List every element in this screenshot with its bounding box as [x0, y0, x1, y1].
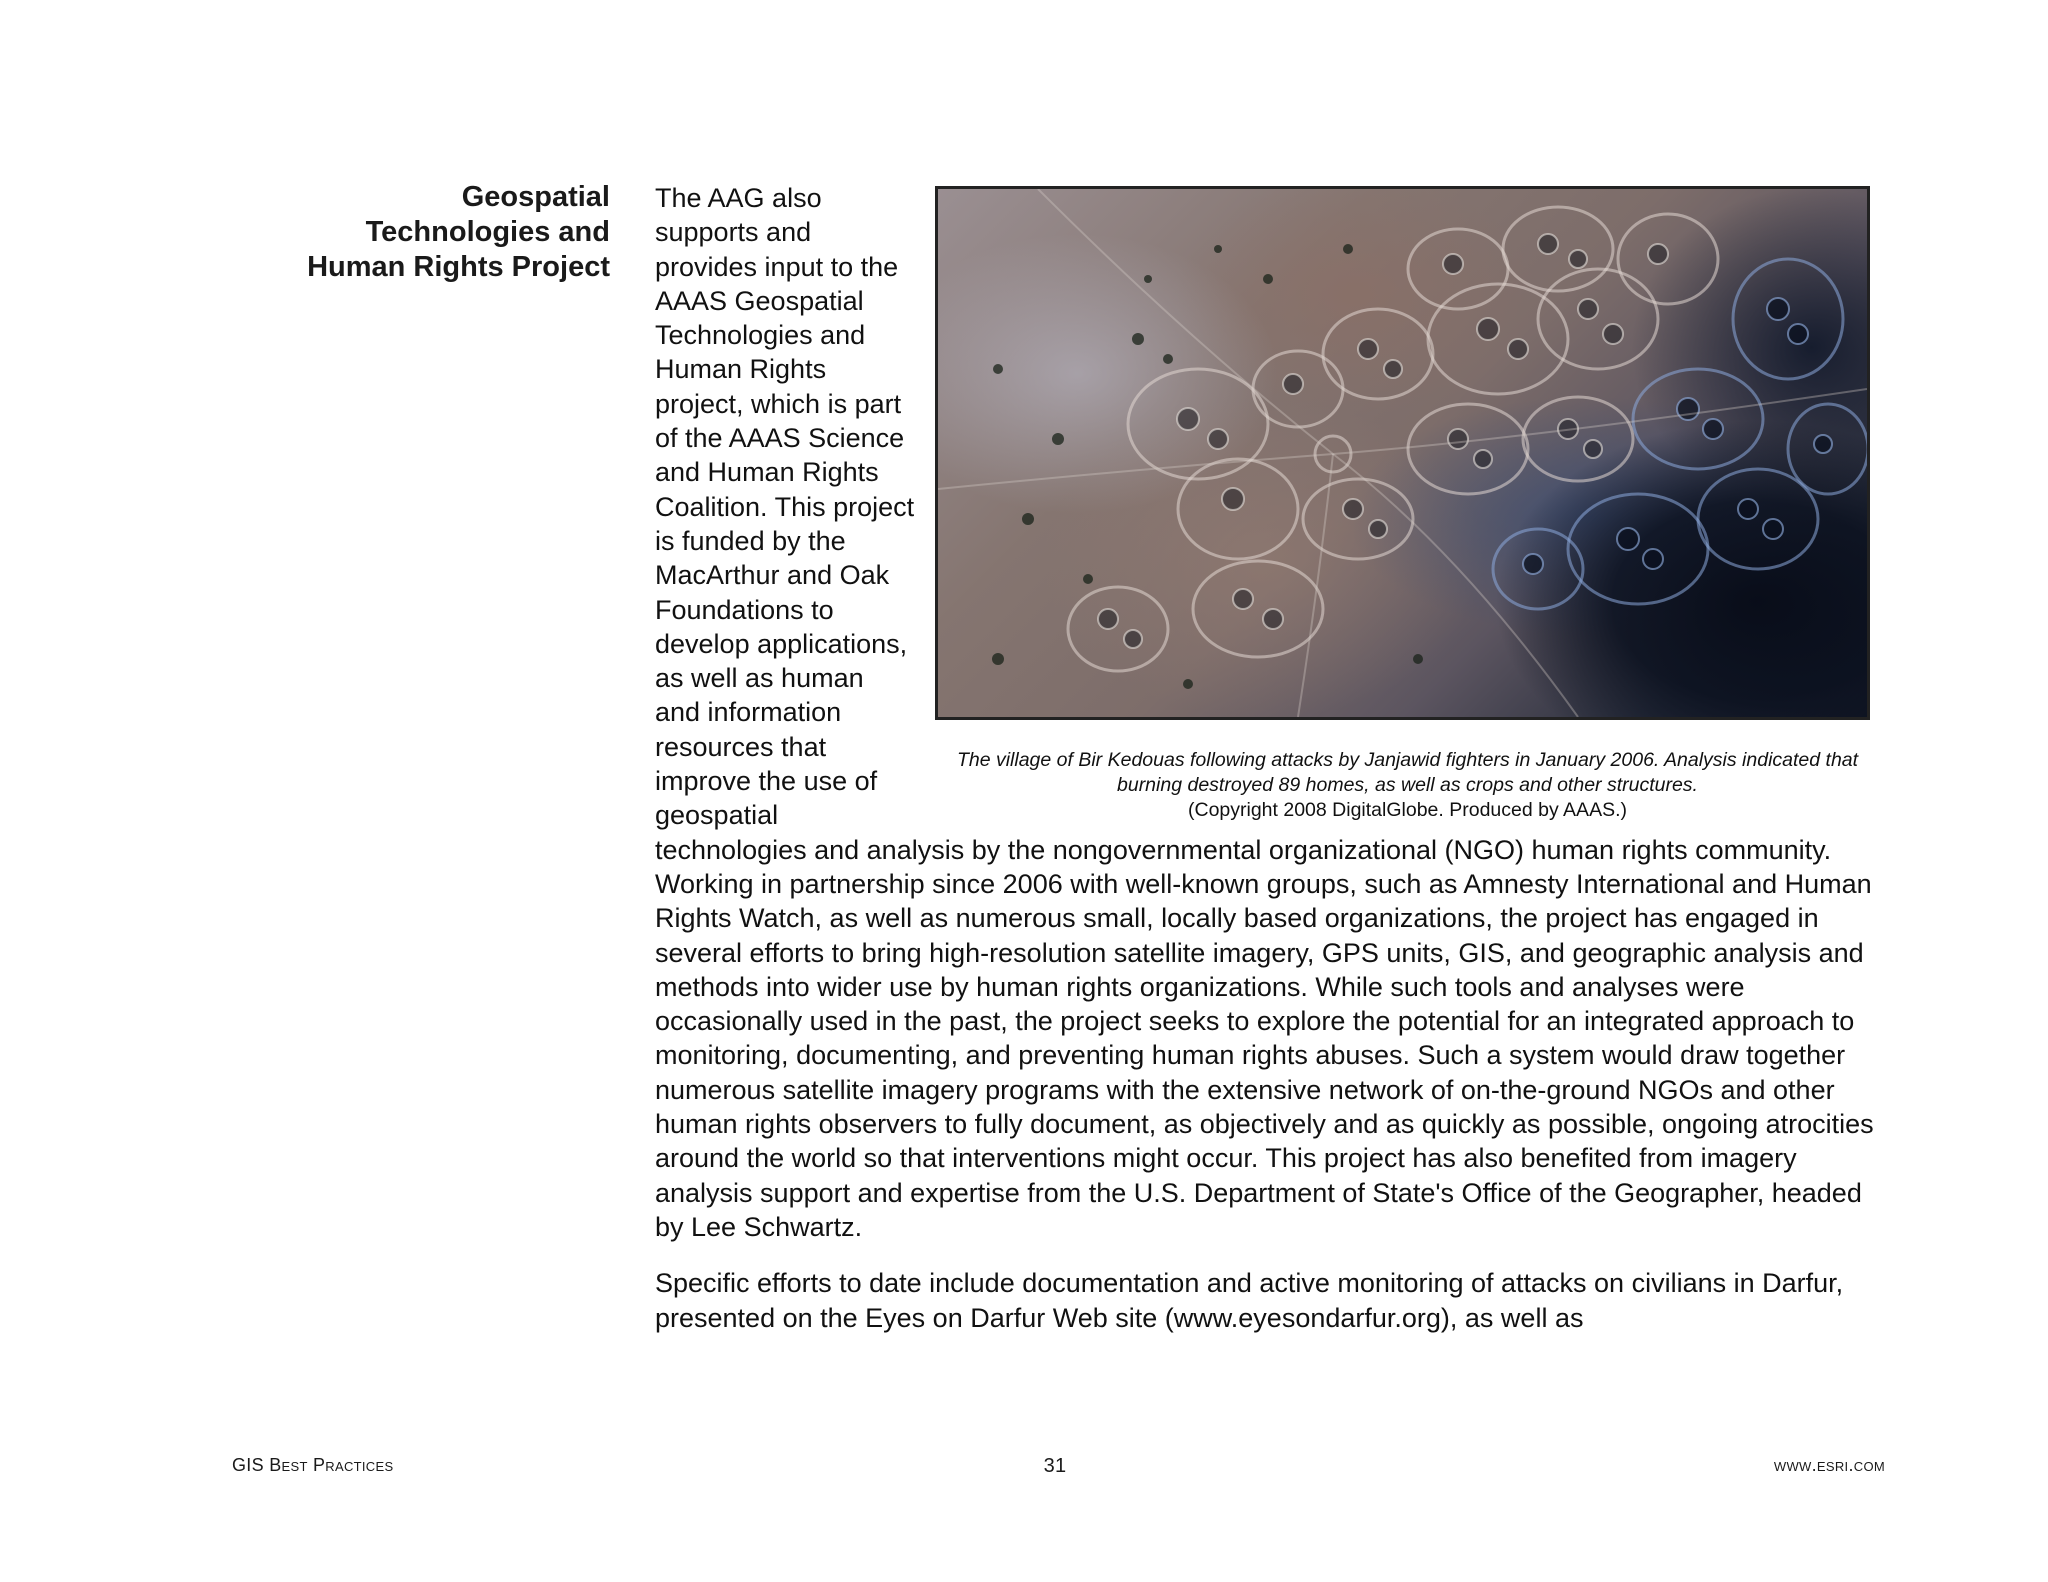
body-paragraph-2: Specific efforts to date include documentation and active monitoring of attacks on civilians in Darfur, presented on the Eyes on Darfur Web site (www.eyesondarfur.org), as well as	[655, 1268, 1844, 1333]
footer-page-number: 31	[1043, 1455, 1067, 1477]
figure-credit: (Copyright 2008 DigitalGlobe. Produced by AAAS.)	[1188, 799, 1627, 821]
figure-caption	[935, 748, 1880, 823]
section-heading-line-3: Human Rights Project	[307, 251, 610, 283]
body-paragraph-1: The AAG also supports and provides input to the AAAS Geospatial Technologies and Human Rights project, which is part of the AAAS Science and Human Rights Coalition. This project is funded by the MacArthur and Oak Foundations to develop applications, as well as human and information resources that improve the use of geospatial technologies and analysis by the nongovernmental organizational (NGO) human rights community. Working in partnership since 2006 with well-known groups, such as Amnesty International and Human Rights Watch, as well as numerous small, locally based organizations, the project has engaged in several efforts to bring high-resolution satellite imagery, GPS units, GIS, and geographic analysis and methods into wider use by human rights organizations. While such tools and analyses were occasionally used in the past, the project seeks to explore the potential for an integrated approach to monitoring, documenting, and preventing human rights abuses. Such a system would draw together numerous satellite imagery programs with the extensive network of on-the-ground NGOs and other human rights observers to fully document, as objectively and as quickly as possible, ongoing atrocities around the world so that interventions might occur. This project has also benefited from imagery analysis support and expertise from the U.S. Department of State's Office of the Geographer, headed by Lee Schwartz.	[655, 183, 1874, 1242]
section-heading	[240, 180, 610, 285]
figure-caption-text: The village of Bir Kedouas following attacks by Janjawid fighters in January 2006. Analysis indicated that burning destroyed 89 homes, as well as crops and other structures.	[956, 749, 1859, 796]
section-heading-line-1: Geospatial	[461, 181, 610, 213]
footer-website: www.esri.com	[1773, 1455, 1885, 1475]
section-heading-line-2: Technologies and	[365, 216, 610, 248]
satellite-image	[935, 186, 1870, 720]
main-content	[655, 181, 1880, 1335]
village-compounds-illustration	[938, 189, 1867, 717]
satellite-figure	[935, 186, 1880, 823]
footer-publication-title: GIS Best Practices	[232, 1455, 394, 1475]
